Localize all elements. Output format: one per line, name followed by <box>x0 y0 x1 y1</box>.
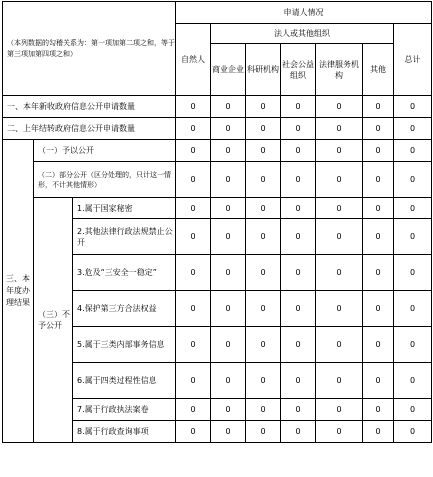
cell: 0 <box>316 140 363 162</box>
legal-service-header: 法律服务机构 <box>316 44 363 96</box>
cell: 0 <box>246 162 281 198</box>
cell: 0 <box>363 96 394 118</box>
cell: 0 <box>246 399 281 421</box>
cell: 0 <box>363 162 394 198</box>
cell: 0 <box>281 327 316 363</box>
relationship-note: （本列数据的勾稽关系为：第一项加第二项之和，等于第三项加第四项之和） <box>3 2 176 96</box>
cell: 0 <box>394 198 432 219</box>
row-label-partial: （二）部分公开（区分处理的，只计这一情形，不计其他情形） <box>34 162 176 198</box>
cell: 0 <box>211 96 246 118</box>
cell: 0 <box>316 399 363 421</box>
cell: 0 <box>363 118 394 140</box>
cell: 0 <box>394 399 432 421</box>
cell: 0 <box>246 198 281 219</box>
cell: 0 <box>176 198 211 219</box>
cell: 0 <box>211 363 246 399</box>
cell: 0 <box>211 291 246 327</box>
row-label-new: 一、本年新收政府信息公开申请数量 <box>3 96 176 118</box>
cell: 0 <box>246 96 281 118</box>
row-label-internal-affairs: 5.属于三类内部事务信息 <box>73 327 176 363</box>
other-header: 其他 <box>363 44 394 96</box>
cell: 0 <box>246 118 281 140</box>
cell: 0 <box>363 327 394 363</box>
cell: 0 <box>394 255 432 291</box>
applicant-group-header: 申请人情况 <box>176 2 432 24</box>
cell: 0 <box>394 118 432 140</box>
cell: 0 <box>176 421 211 443</box>
cell: 0 <box>316 198 363 219</box>
cell: 0 <box>246 140 281 162</box>
cell: 0 <box>246 363 281 399</box>
cell: 0 <box>394 421 432 443</box>
cell: 0 <box>246 291 281 327</box>
natural-person-header: 自然人 <box>176 24 211 96</box>
cell: 0 <box>176 118 211 140</box>
cell: 0 <box>211 118 246 140</box>
cell: 0 <box>246 219 281 255</box>
cell: 0 <box>176 399 211 421</box>
research-header: 科研机构 <box>246 44 281 96</box>
cell: 0 <box>394 140 432 162</box>
cell: 0 <box>281 219 316 255</box>
cell: 0 <box>176 219 211 255</box>
cell: 0 <box>211 399 246 421</box>
row-label-third-party: 4.保护第三方合法权益 <box>73 291 176 327</box>
cell: 0 <box>281 96 316 118</box>
cell: 0 <box>316 291 363 327</box>
row-label-carryover: 二、上年结转政府信息公开申请数量 <box>3 118 176 140</box>
cell: 0 <box>394 291 432 327</box>
cell: 0 <box>211 255 246 291</box>
cell: 0 <box>246 327 281 363</box>
cell: 0 <box>211 162 246 198</box>
cell: 0 <box>211 140 246 162</box>
cell: 0 <box>176 327 211 363</box>
cell: 0 <box>281 118 316 140</box>
cell: 0 <box>176 96 211 118</box>
cell: 0 <box>363 255 394 291</box>
cell: 0 <box>316 219 363 255</box>
cell: 0 <box>246 255 281 291</box>
cell: 0 <box>363 421 394 443</box>
not-disclosed-group-label: （三）不予公开 <box>34 198 73 443</box>
cell: 0 <box>176 255 211 291</box>
cell: 0 <box>316 118 363 140</box>
cell: 0 <box>316 162 363 198</box>
row-label-process-info: 6.属于四类过程性信息 <box>73 363 176 399</box>
commercial-header: 商业企业 <box>211 44 246 96</box>
cell: 0 <box>394 96 432 118</box>
cell: 0 <box>211 327 246 363</box>
cell: 0 <box>176 363 211 399</box>
cell: 0 <box>316 255 363 291</box>
cell: 0 <box>316 421 363 443</box>
cell: 0 <box>281 198 316 219</box>
cell: 0 <box>281 291 316 327</box>
cell: 0 <box>316 327 363 363</box>
cell: 0 <box>281 421 316 443</box>
row-label-three-security: 3.危及“三安全一稳定” <box>73 255 176 291</box>
cell: 0 <box>211 219 246 255</box>
row-label-law-prohibited: 2.其他法律行政法规禁止公开 <box>73 219 176 255</box>
cell: 0 <box>363 291 394 327</box>
row-label-state-secret: 1.属于国家秘密 <box>73 198 176 219</box>
cell: 0 <box>281 255 316 291</box>
section-three-label: 三、本年度办理结果 <box>3 140 34 443</box>
cell: 0 <box>316 363 363 399</box>
cell: 0 <box>211 198 246 219</box>
cell: 0 <box>363 140 394 162</box>
cell: 0 <box>176 162 211 198</box>
cell: 0 <box>363 198 394 219</box>
cell: 0 <box>363 363 394 399</box>
social-header: 社会公益组织 <box>281 44 316 96</box>
cell: 0 <box>176 140 211 162</box>
cell: 0 <box>281 140 316 162</box>
legal-group-header: 法人或其他组织 <box>211 24 394 44</box>
cell: 0 <box>246 421 281 443</box>
cell: 0 <box>394 327 432 363</box>
disclosure-statistics-table <box>2 1 432 443</box>
cell: 0 <box>394 219 432 255</box>
cell: 0 <box>316 96 363 118</box>
cell: 0 <box>363 219 394 255</box>
row-label-disclosed: （一）予以公开 <box>34 140 176 162</box>
row-label-enforcement-file: 7.属于行政执法案卷 <box>73 399 176 421</box>
cell: 0 <box>281 363 316 399</box>
row-label-administrative-query: 8.属于行政查询事项 <box>73 421 176 443</box>
cell: 0 <box>281 162 316 198</box>
cell: 0 <box>394 363 432 399</box>
cell: 0 <box>394 162 432 198</box>
cell: 0 <box>176 291 211 327</box>
cell: 0 <box>281 399 316 421</box>
cell: 0 <box>211 421 246 443</box>
total-header: 总计 <box>394 24 432 96</box>
cell: 0 <box>363 399 394 421</box>
